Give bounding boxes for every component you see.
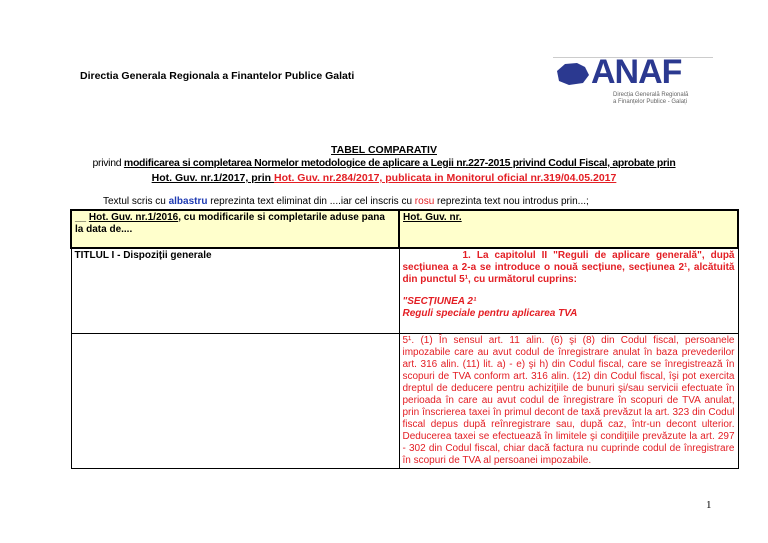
header-new-law: Hot. Guv. nr. [399, 210, 738, 248]
comparison-table [70, 209, 739, 469]
directorate-title: Directia Generala Regionala a Finantelor Publice Galati [80, 70, 355, 82]
color-legend: Textul scris cu albastru reprezinta text eliminat din ....iar cel inscris cu rosu reprezinta text nou introdus prin...; [103, 196, 589, 207]
row-title-left: TITLUL I - Dispoziții generale [71, 248, 399, 334]
row-new-text: 5¹. (1) În sensul art. 11 alin. (6) şi (8) din Codul fiscal, persoanele impozabile care au avut codul de înregistrare anulat în baza prevederilor art. 316 alin. (11) lit. a) - e) şi h) din Codul fiscal, care se înregistrează în scopuri de TVA conform art. 316 alin. (12) din Codul fiscal, îşi pot exercita dreptul de deducere pentru achiziţiile de bunuri şi/sau servicii efectuate în perioada în care au avut codul de înregistrare în scopuri de TVA anulat, prin înscrierea taxei în primul decont de taxă prevăzut la art. 323 din Codul fiscal depus după reînregistrare sau, după caz, într-un decont ulterior. Deducerea taxei se efectuează în limitele şi condiţiile prevăzute la art. 297 - 302 din Codul fiscal, chiar dacă factura nu cuprinde codul de înregistrare în scopuri de TVA al persoanei impozabile. [399, 334, 738, 469]
document-title: TABEL COMPARATIV [331, 144, 437, 156]
table-row [71, 334, 738, 469]
anaf-logo [553, 55, 713, 110]
page-number: 1 [706, 499, 712, 511]
romania-map-icon [555, 61, 591, 87]
table-header-row [71, 210, 738, 248]
row-empty-left [71, 334, 399, 469]
document-subtitle: privind modificarea si completarea Normelor metodologice de aplicare a Legii nr.227-2015 privind Codul Fiscal, aprobate prin [92, 157, 676, 169]
row-amendment: 1. La capitolul II "Reguli de aplicare generală", după secțiunea a 2-a se introduce o nouă secțiune, secțiunea 2¹, alcătuită din punctul 5¹, cu următorul cuprins: "SECȚIUNEA 2¹ Reguli speciale pentru aplicarea TVA [399, 248, 738, 334]
logo-word: ANAF [591, 53, 682, 91]
logo-subtitle: Direcția Generală Regională a Finanțelor Publice - Galați [613, 92, 689, 105]
document-subtitle-line2: Hot. Guv. nr.1/2017, prin Hot. Guv. nr.284/2017, publicata in Monitorul oficial nr.319/04.05.2017 [151, 172, 617, 184]
table-row [71, 248, 738, 334]
header-old-law: __ Hot. Guv. nr.1/2016, cu modificarile si completarile aduse pana la data de.... [71, 210, 399, 248]
